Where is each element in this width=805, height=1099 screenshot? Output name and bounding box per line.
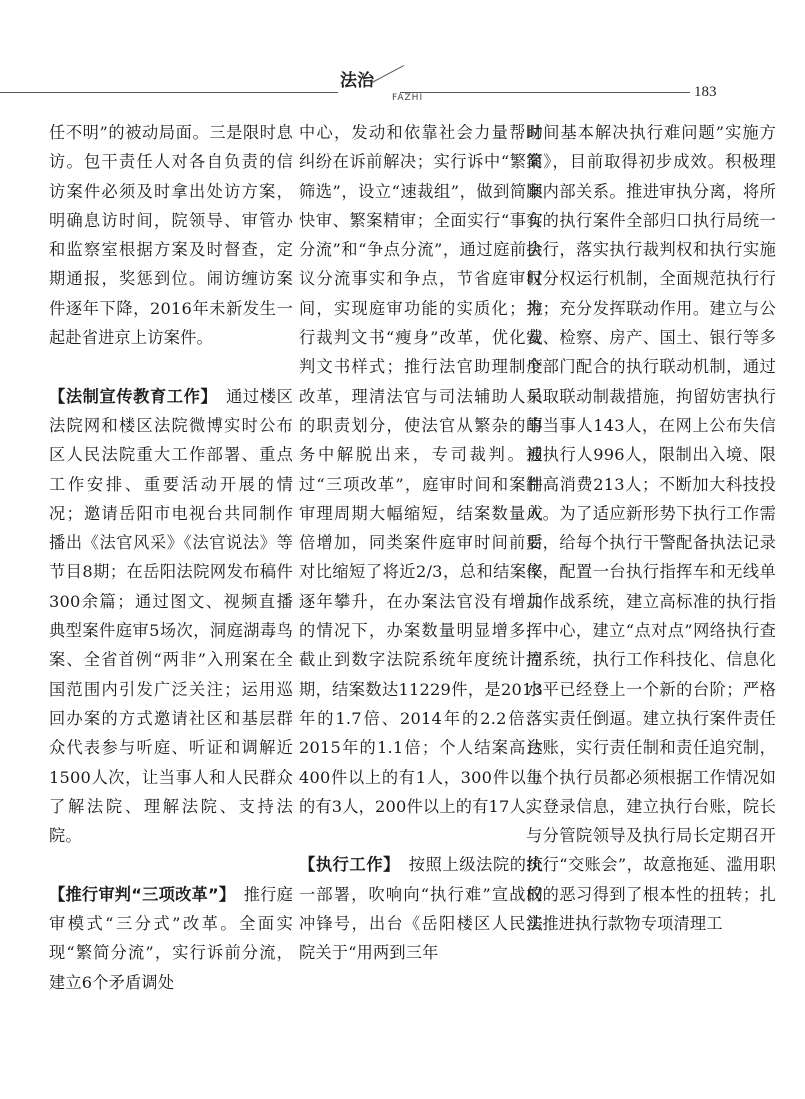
paragraph-body: 推行庭审模式“三分式”改革。全面实现“繁简分流”，实行诉前分流，建立6个矛盾调处 — [49, 884, 293, 992]
subsection-heading: 【法制宣传教育工作】 — [49, 386, 210, 406]
paragraph-gap — [299, 821, 543, 850]
paragraph-gap — [49, 352, 293, 381]
paragraph: 时间基本解决执行难问题”实施方案》，目前取得初步成效。积极理顺内部关系。推进审执分离，将所有的执行案件全部归口执行局统一执行，落实执行裁判权和执行实施权分权运行机制，全面规范执行行为；充分发挥联动作用。建立与公安、检察、房产、国土、银行等多个部门配合的执行联动机制，通过采取联动制裁措施，拘留妨害执行的当事人143人，在网上公布失信被执行人996人，限制出入境、限制高消费213人；不断加大科技投入。为了适应新形势下执行工作需要，给每个执行干警配备执法记录仪，配置一台执行指挥车和无线单兵作战系统，建立高标准的执行指挥中心，建立“点对点”网络执行查控系统，执行工作科技化、信息化水平已经登上一个新的台阶；严格落实责任倒逼。建立执行案件责任台账，实行责任制和责任追究制，每个执行员都必须根据工作情况如实登录信息，建立执行台账，院长与分管院领导及执行局长定期召开执行“交账会”，故意拖延、滥用职权的恶习得到了根本性的扭转；扎实推进执行款物专项清理工 — [526, 123, 776, 934]
subsection-heading: 【执行工作】 — [299, 855, 392, 875]
section-title: 法治 — [340, 71, 374, 91]
paragraph-gap — [49, 850, 293, 879]
section-pinyin: FAZHI — [392, 93, 424, 103]
subsection-heading: 【推行审判“三项改革”】 — [49, 884, 228, 904]
text-column-3 — [526, 118, 776, 938]
paragraph: 任不明”的被动局面。三是限时息访。包干责任人对各自负责的信访案件必须及时拿出处访方案，明确息访时间，院领导、审管办和监察室根据方案及时督查，定期通报，奖惩到位。闹访缠访案件逐年下降，2016年未新发生一起赴省进京上访案件。 — [49, 123, 293, 348]
text-column-1 — [49, 118, 293, 997]
header-rule-left — [0, 92, 338, 93]
header-rule-slash — [372, 65, 404, 83]
paragraph: 中心，发动和依靠社会力量帮助纠纷在诉前解决；实行诉中“繁简筛选”，设立“速裁组”，做到简案快审、繁案精审；全面实行“事实分流”和“争点分流”，通过庭前会议分流事实和争点，节省庭审时间，实现庭审功能的实质化；推行裁判文书“瘦身”改革，优化裁判文书样式；推行法官助理制度改革，理清法官与司法辅助人员的职责划分，使法官从繁杂的事务中解脱出来，专司裁判。通过“三项改革”，庭审时间和案件审理周期大幅缩短，结案数量成倍增加，同类案件庭审时间前后对比缩短了将近2/3，总和结案率逐年攀升，在办案法官没有增加的情况下，办案数量明显增多，截止到数字法院系统年度统计周期，结案数达11229件，是2013年的1.7倍、2014年的2.2倍、2015年的1.1倍；个人结案高达400件以上的有1人，300件以上的有3人，200件以上的有17人。 — [299, 123, 543, 816]
paragraph — [49, 382, 293, 851]
paragraph-body: 通过楼区法院网和楼区法院微博实时公布区人民法院重大工作部署、重点工作安排、重要活动开展的情况；邀请岳阳市电视台共同制作播出《法官风采》《法官说法》等节目8期；在岳阳法院网发布稿件300余篇；通过图文、视频直播典型案件庭审5场次，洞庭湖毒鸟案、全省首例“两非”入刑案在全国范围内引发广泛关注；运用巡回办案的方式邀请社区和基层群众代表参与听庭、听证和调解近1500人次，让当事人和人民群众了解法院、理解法院、支持法院。 — [49, 386, 293, 846]
header-rule-right — [400, 92, 690, 93]
paragraph-body: 按照上级法院的统一部署，吹响向“执行难”宣战的冲锋号，出台《岳阳楼区人民法院关于“用两到三年 — [299, 855, 543, 963]
page-number: 183 — [694, 84, 717, 100]
paragraph — [299, 850, 543, 967]
text-column-2 — [299, 118, 543, 968]
paragraph — [49, 880, 293, 997]
